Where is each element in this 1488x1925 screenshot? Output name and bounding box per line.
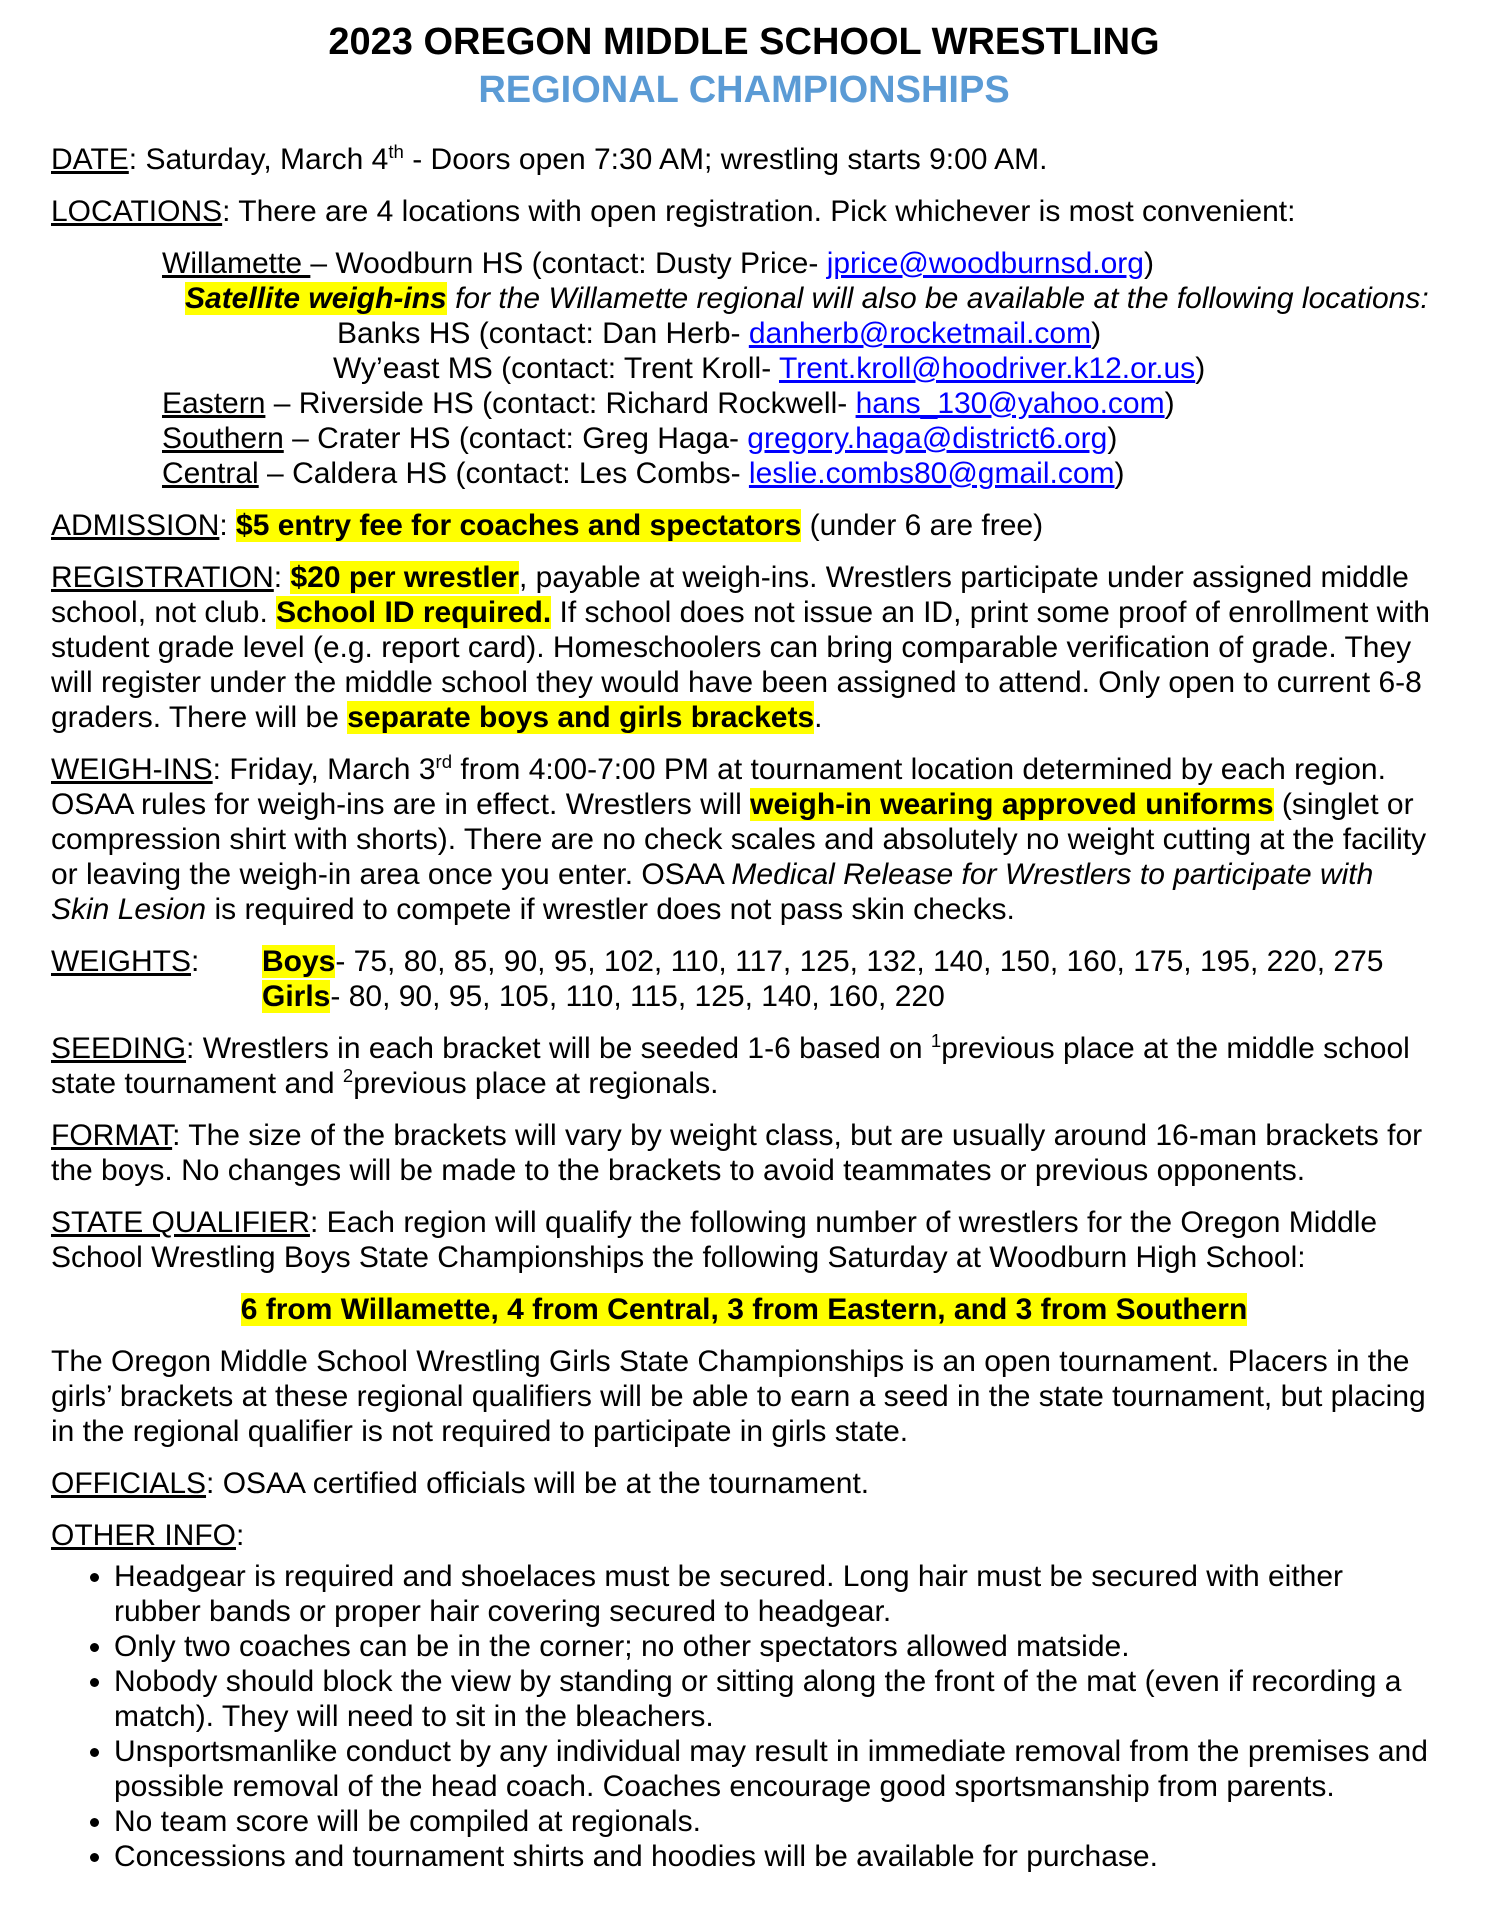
text-run: )	[1195, 352, 1206, 385]
weights-label	[51, 944, 262, 1014]
text-run: ADMISSION	[51, 509, 220, 542]
text-run: - Doors open 7:30 AM; wrestling starts 9:00 AM.	[403, 143, 1048, 176]
text-run: previous place at regionals.	[353, 1067, 719, 1100]
text-run: 1	[930, 1030, 942, 1051]
email-link[interactable]: leslie.combs80@gmail.com	[748, 457, 1115, 490]
location-central	[162, 456, 1437, 491]
location-willamette	[162, 246, 1437, 281]
text-run: Wy’east MS (contact: Trent Kroll-	[333, 352, 779, 385]
text-run: Medical Release for Wrestlers to participate with Skin Lesion	[51, 858, 1374, 926]
girls-state-paragraph	[51, 1344, 1437, 1449]
text-run: - 80, 90, 95, 105, 110, 115, 125, 140, 160, 220	[330, 980, 945, 1013]
locations-list	[51, 246, 1437, 491]
other-info-list	[51, 1559, 1437, 1874]
location-eastern	[162, 386, 1437, 421]
email-link[interactable]: gregory.haga@district6.org	[747, 422, 1108, 455]
registration-paragraph	[51, 560, 1437, 735]
text-run: $20 per wrestler	[290, 561, 519, 594]
text-run: Boys	[262, 945, 336, 978]
other-info-heading	[51, 1518, 1437, 1553]
title-line-1: 2023 OREGON MIDDLE SCHOOL WRESTLING	[328, 21, 1160, 63]
text-run: previous place at the middle school state tournament and	[51, 1032, 1410, 1100]
text-run: : OSAA certified officials will be at the tournament.	[206, 1467, 870, 1500]
text-run: Satellite weigh-ins	[185, 282, 447, 315]
text-run: weigh-in wearing approved uniforms	[750, 788, 1274, 821]
text-run: )	[1114, 457, 1125, 490]
bullet-concessions	[114, 1839, 1437, 1874]
text-run: (under 6 are free)	[801, 509, 1044, 542]
text-run: for the Willamette regional will also be available at the following locations:	[446, 282, 1429, 315]
text-run: DATE	[51, 143, 129, 176]
text-run: (singlet or compression shirt with shorts). There are no check scales and absolutely no weight cutting at the facility or leaving the weigh-in area once you enter. OSAA	[51, 788, 1427, 891]
admission-paragraph	[51, 508, 1437, 543]
text-run: )	[1091, 317, 1102, 350]
text-run: Banks HS (contact: Dan Herb-	[337, 317, 749, 350]
title-line-2: REGIONAL CHAMPIONSHIPS	[478, 69, 1010, 111]
text-run: : Friday, March 3	[212, 753, 436, 786]
text-run: FORMAT	[51, 1119, 173, 1152]
text-run: SEEDING	[51, 1032, 187, 1065]
text-run: :	[273, 561, 291, 594]
text-run: , payable at weigh-ins. Wrestlers participate under assigned middle school, not club.	[51, 561, 1409, 629]
text-run: – Crater HS (contact: Greg Haga-	[283, 422, 748, 455]
location-wyeast	[333, 351, 1437, 386]
text-run: separate boys and girls brackets	[347, 701, 815, 734]
email-link[interactable]: Trent.kroll@hoodriver.k12.or.us	[778, 352, 1196, 385]
text-run: Headgear is required and shoelaces must be secured. Long hair must be secured with either rubber bands or proper hair covering secured to headgear.	[114, 1560, 1344, 1628]
text-run: .	[814, 701, 823, 734]
text-run: Nobody should block the view by standing or sitting along the front of the mat (even if recording a match). They will need to sit in the bleachers.	[114, 1665, 1402, 1733]
text-run: – Caldera HS (contact: Les Combs-	[258, 457, 749, 490]
text-run: Eastern	[162, 387, 266, 420]
text-run: is required to compete if wrestler does not pass skin checks.	[206, 893, 1015, 926]
seeding-paragraph	[51, 1031, 1437, 1101]
email-link[interactable]: danherb@rocketmail.com	[748, 317, 1092, 350]
text-run: )	[1143, 247, 1154, 280]
text-run: REGISTRATION	[51, 561, 274, 594]
date-paragraph	[51, 142, 1437, 177]
text-run: : There are 4 locations with open registration. Pick whichever is most convenient:	[222, 195, 1296, 228]
location-southern	[162, 421, 1437, 456]
text-run: : The size of the brackets will vary by weight class, but are usually around 16-man brackets for the boys. No changes will be made to the brackets to avoid teammates or previous opponents.	[51, 1119, 1423, 1187]
weights-section	[51, 944, 1437, 1014]
text-run: $5 entry fee for coaches and spectators	[236, 509, 802, 542]
bullet-blocking-view	[114, 1664, 1437, 1734]
page-title	[51, 18, 1437, 114]
email-link[interactable]: hans_130@yahoo.com	[855, 387, 1165, 420]
location-banks	[337, 316, 1437, 351]
text-run: OFFICIALS	[51, 1467, 207, 1500]
text-run: )	[1107, 422, 1118, 455]
text-run: If school does not issue an ID, print some proof of enrollment with student grade level (e.g. report card). Homeschoolers can bring comparable verification of grade. They will register under the middle school they would have been assigned to attend. Only open to current 6-8 graders. There will be	[51, 596, 1430, 734]
format-paragraph	[51, 1118, 1437, 1188]
text-run: School ID required.	[276, 596, 552, 629]
text-run: )	[1164, 387, 1175, 420]
bullet-coaches-corner	[114, 1629, 1437, 1664]
text-run: th	[388, 141, 404, 162]
text-run: LOCATIONS	[51, 195, 223, 228]
text-run: No team score will be compiled at regionals.	[114, 1805, 701, 1838]
text-run: WEIGH-INS	[51, 753, 213, 786]
text-run: OTHER INFO	[51, 1519, 236, 1552]
officials-paragraph	[51, 1466, 1437, 1501]
bullet-no-team-score	[114, 1804, 1437, 1839]
text-run: :	[219, 509, 237, 542]
text-run: : Saturday, March 4	[128, 143, 389, 176]
state-qualifier-paragraph	[51, 1205, 1437, 1275]
bullet-headgear	[114, 1559, 1437, 1629]
text-run: 6 from Willamette, 4 from Central, 3 from Eastern, and 3 from Southern	[240, 1293, 1248, 1326]
text-run: STATE QUALIFIER	[51, 1206, 310, 1239]
text-run: WEIGHTS	[51, 945, 191, 978]
qualifier-counts	[51, 1292, 1437, 1327]
text-run: Central	[162, 457, 259, 490]
text-run: : Wrestlers in each bracket will be seeded 1-6 based on	[186, 1032, 931, 1065]
locations-paragraph	[51, 194, 1437, 229]
text-run: Southern	[162, 422, 284, 455]
text-run: 2	[342, 1065, 354, 1086]
text-run: Unsportsmanlike conduct by any individual may result in immediate removal from the premises and possible removal of the head coach. Coaches encourage good sportsmanship from parents.	[114, 1735, 1428, 1803]
text-run: from 4:00-7:00 PM at tournament location determined by each region. OSAA rules for weigh-ins are in effect. Wrestlers will	[51, 753, 1386, 821]
weights-girls	[262, 979, 1383, 1014]
text-run: Concessions and tournament shirts and hoodies will be available for purchase.	[114, 1840, 1158, 1873]
text-run: - 75, 80, 85, 90, 95, 102, 110, 117, 125, 132, 140, 150, 160, 175, 195, 220, 275	[335, 945, 1384, 978]
text-run: :	[191, 945, 200, 978]
text-run: – Woodburn HS (contact: Dusty Price-	[310, 247, 827, 280]
text-run: : Each region will qualify the following number of wrestlers for the Oregon Middle School Wrestling Boys State Championships the following Saturday at Woodburn High School:	[51, 1206, 1378, 1274]
weights-boys	[262, 944, 1383, 979]
text-run: Only two coaches can be in the corner; no other spectators allowed matside.	[114, 1630, 1130, 1663]
text-run: – Riverside HS (contact: Richard Rockwell-	[265, 387, 856, 420]
bullet-unsportsmanlike	[114, 1734, 1437, 1804]
text-run: :	[236, 1519, 245, 1552]
satellite-weighins-note	[185, 281, 1437, 316]
email-link[interactable]: jprice@woodburnsd.org	[826, 247, 1144, 280]
weighins-paragraph	[51, 752, 1437, 927]
text-run: Girls	[262, 980, 331, 1013]
text-run: rd	[435, 751, 453, 772]
text-run: The Oregon Middle School Wrestling Girls State Championships is an open tournament. Placers in the girls’ brackets at these regional qualifiers will be able to earn a seed in the state tournament, but placing in the regional qualifier is not required to participate in girls state.	[51, 1345, 1426, 1448]
text-run: Willamette	[162, 247, 311, 280]
weights-values	[262, 944, 1383, 1014]
